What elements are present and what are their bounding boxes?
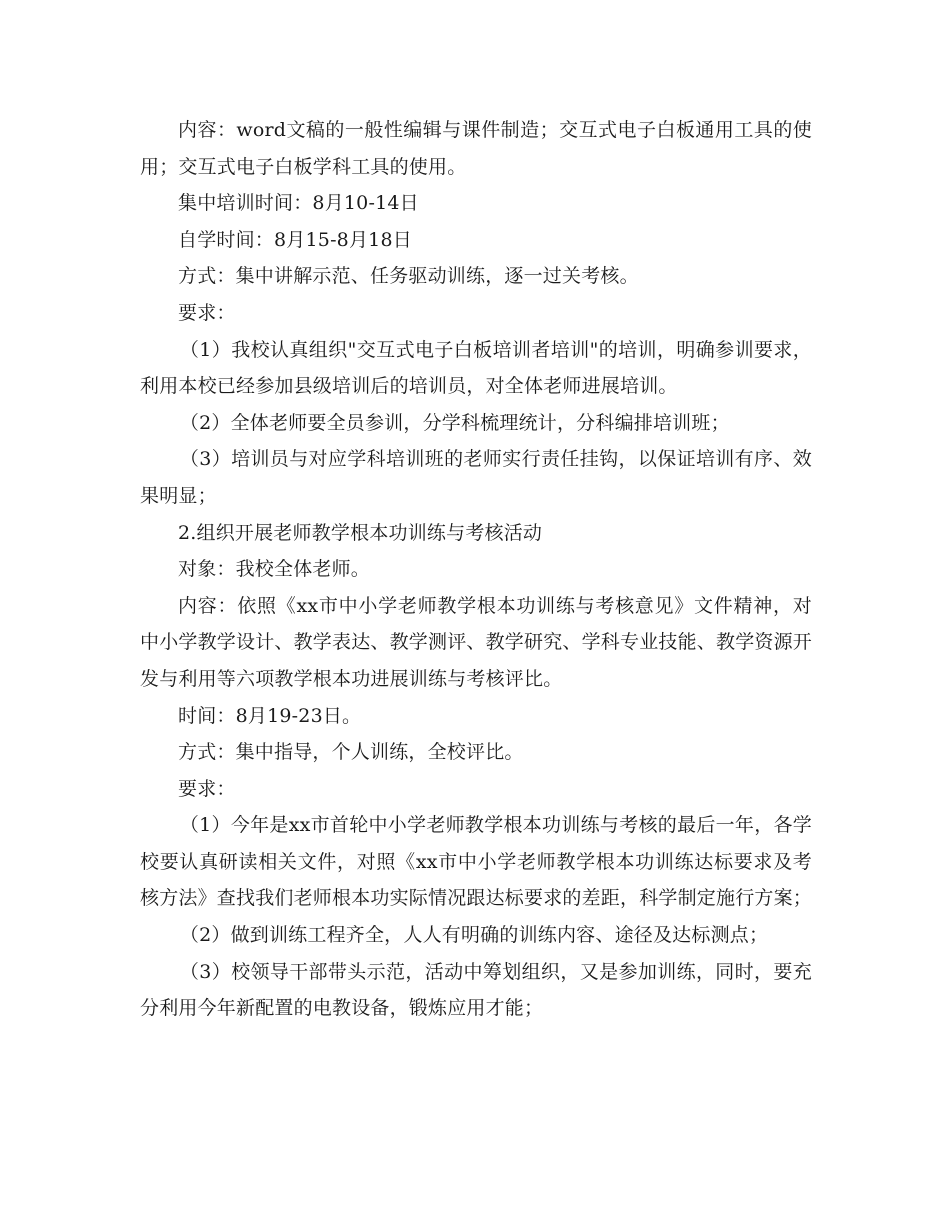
paragraph-requirement-1-1: （1）我校认真组织"交互式电子白板培训者培训"的培训，明确参训要求，利用本校已经参加县级培训后的培训员，对全体老师进展培训。 — [140, 338, 812, 398]
paragraph-requirement-1-3: （3）培训员与对应学科培训班的老师实行责任挂钩，以保证培训有序、效果明显； — [140, 448, 812, 507]
paragraph-training-time: 集中培训时间：8月10-14日 — [178, 192, 419, 215]
paragraph-method-2: 方式：集中指导，个人训练，全校评比。 — [178, 741, 524, 764]
paragraph-self-study-time: 自学时间：8月15-8月18日 — [178, 228, 412, 251]
paragraph-method-1: 方式：集中讲解示范、任务驱动训练，逐一过关考核。 — [178, 265, 639, 288]
paragraph-requirement-2-1: （1）今年是xx市首轮中小学老师教学根本功训练与考核的最后一年，各学校要认真研读相关文件，对照《xx市中小学老师教学根本功训练达标要求及考核方法》查找我们老师根本功实际情况跟达标要求的差距，科学制定施行方案； — [140, 814, 813, 910]
paragraph-target: 对象：我校全体老师。 — [178, 558, 371, 581]
section-heading-2: 2.组织开展老师教学根本功训练与考核活动 — [178, 521, 543, 544]
paragraph-content-2: 内容：依照《xx市中小学老师教学根本功训练与考核意见》文件精神，对中小学教学设计、教学表达、教学测评、教学研究、学科专业技能、教学资源开发与利用等六项教学根本功进展训练与考核评比。 — [140, 594, 813, 690]
paragraph-time-2: 时间：8月19-23日。 — [178, 704, 362, 727]
paragraph-requirements-heading-1: 要求： — [178, 301, 236, 324]
paragraph-requirement-2-2: （2）做到训练工程齐全，人人有明确的训练内容、途径及达标测点； — [179, 924, 769, 947]
paragraph-requirement-2-3: （3）校领导干部带头示范，活动中筹划组织，又是参加训练，同时，要充分利用今年新配置的电教设备，锻炼应用才能； — [140, 960, 812, 1020]
paragraph-requirement-1-2: （2）全体老师要全员参训，分学科梳理统计，分科编排培训班； — [179, 411, 730, 434]
document-body — [140, 112, 812, 1027]
paragraph-requirements-heading-2: 要求： — [178, 777, 236, 800]
paragraph-content-1: 内容：word文稿的一般性编辑与课件制造；交互式电子白板通用工具的使用；交互式电子白板学科工具的使用。 — [140, 119, 812, 178]
